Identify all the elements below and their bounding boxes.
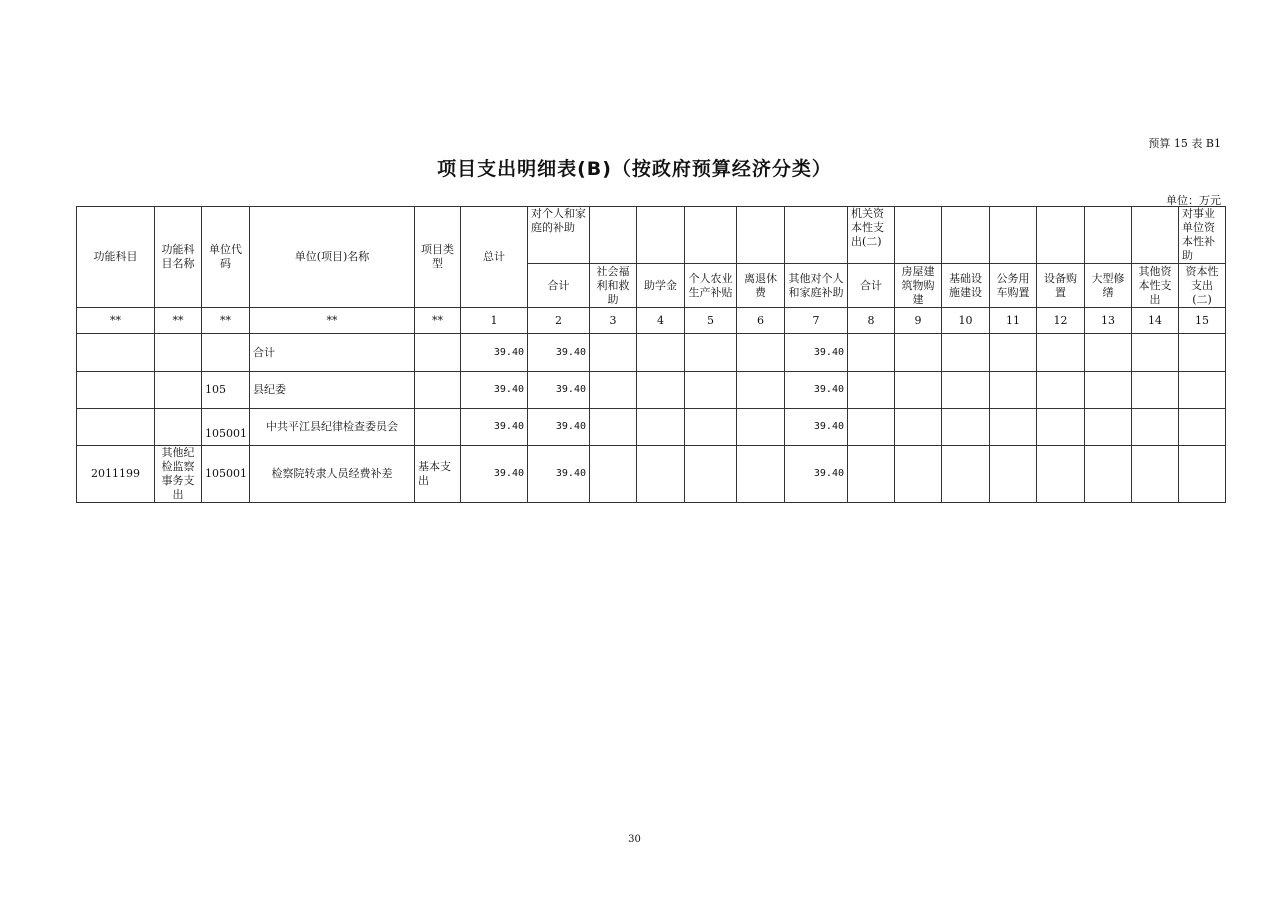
cell-func-name: 其他纪检监察事务支出	[155, 446, 202, 503]
cell-other-subsidy: 39.40	[785, 446, 848, 503]
table-row	[77, 446, 1226, 503]
header-blank	[637, 207, 685, 264]
index-cell: 2	[528, 308, 590, 334]
header-blank	[1037, 207, 1085, 264]
cell-func-code: 2011199	[77, 446, 155, 503]
cell-subsidy-total: 39.40	[528, 334, 590, 372]
index-cell: 14	[1132, 308, 1179, 334]
cell-total: 39.40	[461, 446, 528, 503]
index-cell: 1	[461, 308, 528, 334]
header-blank	[590, 207, 637, 264]
budget-table	[76, 206, 1226, 503]
cell-total: 39.40	[461, 372, 528, 409]
cell-unit-name: 合计	[250, 334, 415, 372]
cell-other-subsidy: 39.40	[785, 334, 848, 372]
table-row	[77, 409, 1226, 446]
header-row-1	[77, 207, 1226, 264]
index-cell: 15	[1179, 308, 1226, 334]
cell-unit-code: 105	[202, 372, 250, 409]
header-sub-col: 助学金	[637, 264, 685, 308]
cell-func-code	[77, 409, 155, 446]
cell-unit-code: 105001	[202, 446, 250, 503]
index-cell: 8	[848, 308, 895, 334]
header-sub-col: 资本性支出(二)	[1179, 264, 1226, 308]
page-number: 30	[628, 834, 641, 845]
cell-func-name	[155, 409, 202, 446]
cell-unit-name: 检察院转隶人员经费补差	[250, 446, 415, 503]
cell-unit-code	[202, 334, 250, 372]
header-sub-col: 离退休费	[737, 264, 785, 308]
unit-label: 单位：万元	[1166, 194, 1221, 207]
index-cell: 11	[990, 308, 1037, 334]
header-group-institution-capital: 对事业单位资本性补助	[1179, 207, 1226, 264]
header-unit-name: 单位(项目)名称	[250, 207, 415, 308]
cell-project-type: 基本支出	[415, 446, 461, 503]
index-cell: 6	[737, 308, 785, 334]
header-unit-code: 单位代码	[202, 207, 250, 308]
index-cell: 13	[1085, 308, 1132, 334]
header-sub-col: 房屋建筑物购建	[895, 264, 942, 308]
header-project-type: 项目类型	[415, 207, 461, 308]
cell-other-subsidy: 39.40	[785, 409, 848, 446]
header-sub-col: 社会福利和救助	[590, 264, 637, 308]
cell-func-code	[77, 372, 155, 409]
page-title: 项目支出明细表(B)（按政府预算经济分类）	[437, 158, 832, 180]
index-cell: 3	[590, 308, 637, 334]
cell-func-name	[155, 372, 202, 409]
cell-subsidy-total: 39.40	[528, 446, 590, 503]
header-sub-col: 其他对个人和家庭补助	[785, 264, 848, 308]
header-sub-col: 基础设施建设	[942, 264, 990, 308]
header-sub-col: 个人农业生产补贴	[685, 264, 737, 308]
cell-total: 39.40	[461, 334, 528, 372]
index-cell: 4	[637, 308, 685, 334]
header-blank	[685, 207, 737, 264]
index-cell: **	[202, 308, 250, 334]
header-func-code: 功能科目	[77, 207, 155, 308]
index-cell: **	[155, 308, 202, 334]
index-cell: **	[415, 308, 461, 334]
header-total: 总计	[461, 207, 528, 308]
index-cell: 5	[685, 308, 737, 334]
header-blank	[895, 207, 942, 264]
index-cell: 7	[785, 308, 848, 334]
header-group-personal-subsidy: 对个人和家庭的补助	[528, 207, 590, 264]
cell-other-subsidy: 39.40	[785, 372, 848, 409]
cell-project-type	[415, 409, 461, 446]
form-number: 预算 15 表 B1	[1148, 137, 1221, 150]
cell-unit-name: 县纪委	[250, 372, 415, 409]
header-blank	[990, 207, 1037, 264]
header-sub-col: 公务用车购置	[990, 264, 1037, 308]
table-row	[77, 372, 1226, 409]
header-blank	[1085, 207, 1132, 264]
cell-project-type	[415, 372, 461, 409]
cell-func-code	[77, 334, 155, 372]
index-cell: 10	[942, 308, 990, 334]
header-blank	[1132, 207, 1179, 264]
header-sub-col: 大型修缮	[1085, 264, 1132, 308]
header-sub-col: 其他资本性支出	[1132, 264, 1179, 308]
cell-total: 39.40	[461, 409, 528, 446]
table-row	[77, 334, 1226, 372]
cell-subsidy-total: 39.40	[528, 409, 590, 446]
header-sub-col: 合计	[528, 264, 590, 308]
index-cell: **	[77, 308, 155, 334]
cell-unit-code: 105001	[202, 409, 250, 446]
header-blank	[785, 207, 848, 264]
header-func-name: 功能科目名称	[155, 207, 202, 308]
header-sub-col: 合计	[848, 264, 895, 308]
header-blank	[942, 207, 990, 264]
cell-func-name	[155, 334, 202, 372]
index-cell: **	[250, 308, 415, 334]
index-cell: 12	[1037, 308, 1085, 334]
cell-unit-name: 中共平江县纪律检查委员会	[250, 409, 415, 446]
header-group-capital-expense: 机关资本性支出(二)	[848, 207, 895, 264]
index-row	[77, 308, 1226, 334]
header-sub-col: 设备购置	[1037, 264, 1085, 308]
header-blank	[737, 207, 785, 264]
cell-subsidy-total: 39.40	[528, 372, 590, 409]
index-cell: 9	[895, 308, 942, 334]
cell-project-type	[415, 334, 461, 372]
